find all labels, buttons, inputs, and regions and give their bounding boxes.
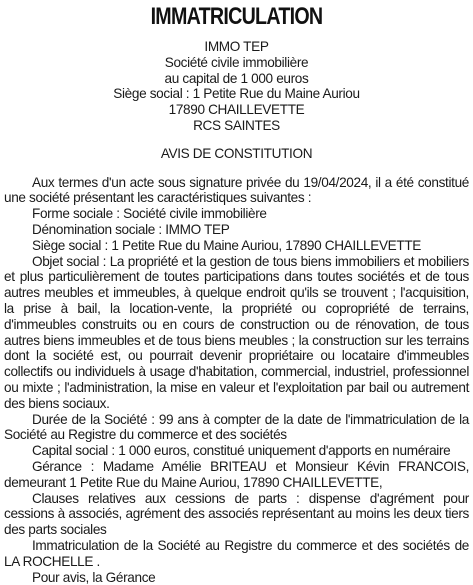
company-capital: au capital de 1 000 euros xyxy=(4,71,469,87)
capital-line: Capital social : 1 000 euros, constitué uniquement d'apports en numéraire xyxy=(4,443,469,459)
clauses-paragraph: Clauses relatives aux cessions de parts : dispense d'agrément pour cessions à associés, agrément des associés représentant au moins les deux tiers des parts sociales xyxy=(4,491,469,538)
notice-body xyxy=(4,175,469,585)
denomination-line: Dénomination sociale : IMMO TEP xyxy=(4,222,469,238)
gerance-paragraph: Gérance : Madame Amélie BRITEAU et Monsieur Kévin FRANCOIS, demeurant 1 Petite Rue du Maine Auriou, 17890 CHAILLEVETTE, xyxy=(4,459,469,491)
notice-title: AVIS DE CONSTITUTION xyxy=(4,146,469,162)
company-address: Siège social : 1 Petite Rue du Maine Auriou xyxy=(4,86,469,102)
company-city: 17890 CHAILLEVETTE xyxy=(4,102,469,118)
forme-line: Forme sociale : Société civile immobilière xyxy=(4,206,469,222)
intro-paragraph: Aux termes d'un acte sous signature privée du 19/04/2024, il a été constitué une société présentant les caractéristiques suivantes : xyxy=(4,175,469,207)
siege-line: Siège social : 1 Petite Rue du Maine Auriou, 17890 CHAILLEVETTE xyxy=(4,238,469,254)
company-form: Société civile immobilière xyxy=(4,55,469,71)
immatriculation-paragraph: Immatriculation de la Société au Registre du commerce et des sociétés de LA ROCHELLE . xyxy=(4,538,469,570)
legal-notice xyxy=(0,4,473,532)
company-rcs: RCS SAINTES xyxy=(4,118,469,134)
company-header xyxy=(4,39,469,134)
objet-paragraph: Objet social : La propriété et la gestion de tous biens immobiliers et mobiliers et plus particulièrement de toutes participations dans toutes sociétés et de tous autres meubles et immeubles, à quelque endroit qu'ils se trouvent ; l'acquisition, la prise à bail, la location-vente, la propriété ou copropriété de terrains, d'immeubles construits ou en cours de construction ou de rénovation, de tous autres biens immeubles et de tous biens meubles ; la construction sur les terrains dont la société est, ou pourrait devenir propriétaire ou locataire d'immeubles collectifs ou individuels à usage d'habitation, commercial, industriel, professionnel ou mixte ; l'administration, la mise en valeur et l'exploitation par bail ou autrement des biens sociaux. xyxy=(4,254,469,412)
company-name: IMMO TEP xyxy=(4,39,469,55)
section-heading: IMMATRICULATION xyxy=(46,4,427,30)
signature-line: Pour avis, la Gérance xyxy=(4,570,469,585)
duree-paragraph: Durée de la Société : 99 ans à compter de la date de l'immatriculation de la Société au Registre du commerce et des sociétés xyxy=(4,412,469,444)
